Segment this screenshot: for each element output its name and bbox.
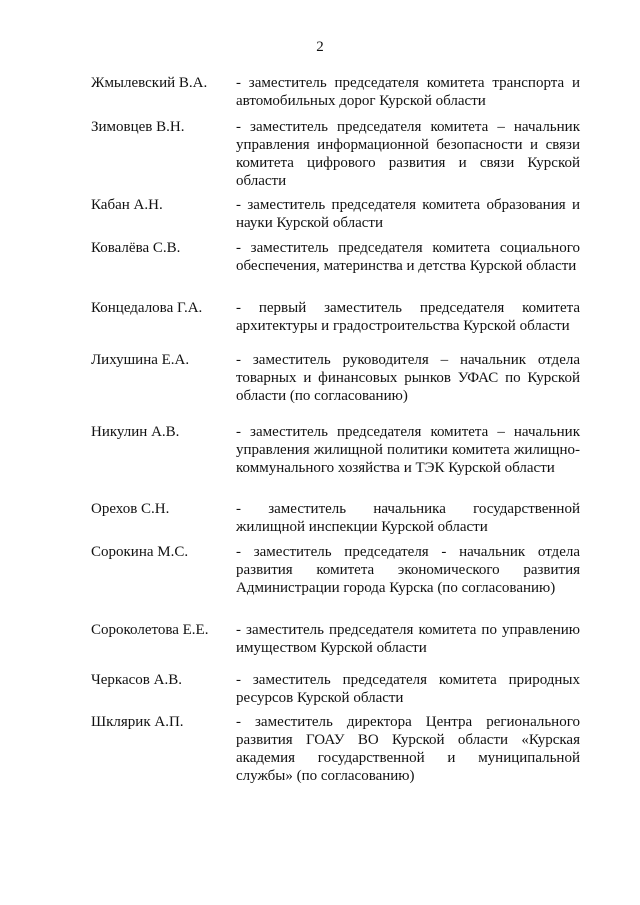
person-name: Концедалова Г.А.: [91, 300, 203, 316]
person-position: - первый заместитель председателя комитета архитектуры и градостроительства Курской области: [236, 300, 580, 334]
person-name: Черкасов А.В.: [91, 672, 182, 688]
person-name: Лихушина Е.А.: [91, 352, 190, 368]
person-name: Ковалёва С.В.: [91, 240, 181, 256]
person-name: Орехов С.Н.: [91, 501, 170, 517]
person-position: - заместитель председателя комитета образования и науки Курской области: [236, 197, 580, 231]
person-name: Шклярик А.П.: [91, 714, 184, 730]
person-name: Сорокина М.С.: [91, 544, 189, 560]
person-position: - заместитель председателя комитета – начальник управления жилищной политики комитета жилищно-коммунального хозяйства и ТЭК Курской области: [236, 424, 580, 476]
person-position: - заместитель председателя комитета природных ресурсов Курской области: [236, 672, 580, 706]
person-position: - заместитель председателя комитета по управлению имуществом Курской области: [236, 622, 580, 656]
person-position: - заместитель председателя комитета социального обеспечения, материнства и детства Курской области: [236, 240, 580, 274]
person-name: Никулин А.В.: [91, 424, 180, 440]
person-position: - заместитель руководителя – начальник отдела товарных и финансовых рынков УФАС по Курской области (по согласованию): [236, 352, 580, 404]
person-name: Кабан А.Н.: [91, 197, 163, 213]
page-number: 2: [316, 39, 324, 55]
person-position: - заместитель председателя комитета – начальник управления информационной безопасности и связи комитета цифрового развития и связи Курской области: [236, 119, 580, 189]
person-position: - заместитель председателя - начальник отдела развития комитета экономического развития Администрации города Курска (по согласованию): [236, 544, 580, 596]
person-position: - заместитель начальника государственной жилищной инспекции Курской области: [236, 501, 580, 535]
person-name: Жмылевский В.А.: [91, 75, 208, 91]
person-name: Зимовцев В.Н.: [91, 119, 185, 135]
person-position: - заместитель председателя комитета транспорта и автомобильных дорог Курской области: [236, 75, 580, 109]
person-position: - заместитель директора Центра регионального развития ГОАУ ВО Курской области «Курская академия государственной и муниципальной службы» (по согласованию): [236, 714, 580, 784]
person-name: Сороколетова Е.Е.: [91, 622, 209, 638]
